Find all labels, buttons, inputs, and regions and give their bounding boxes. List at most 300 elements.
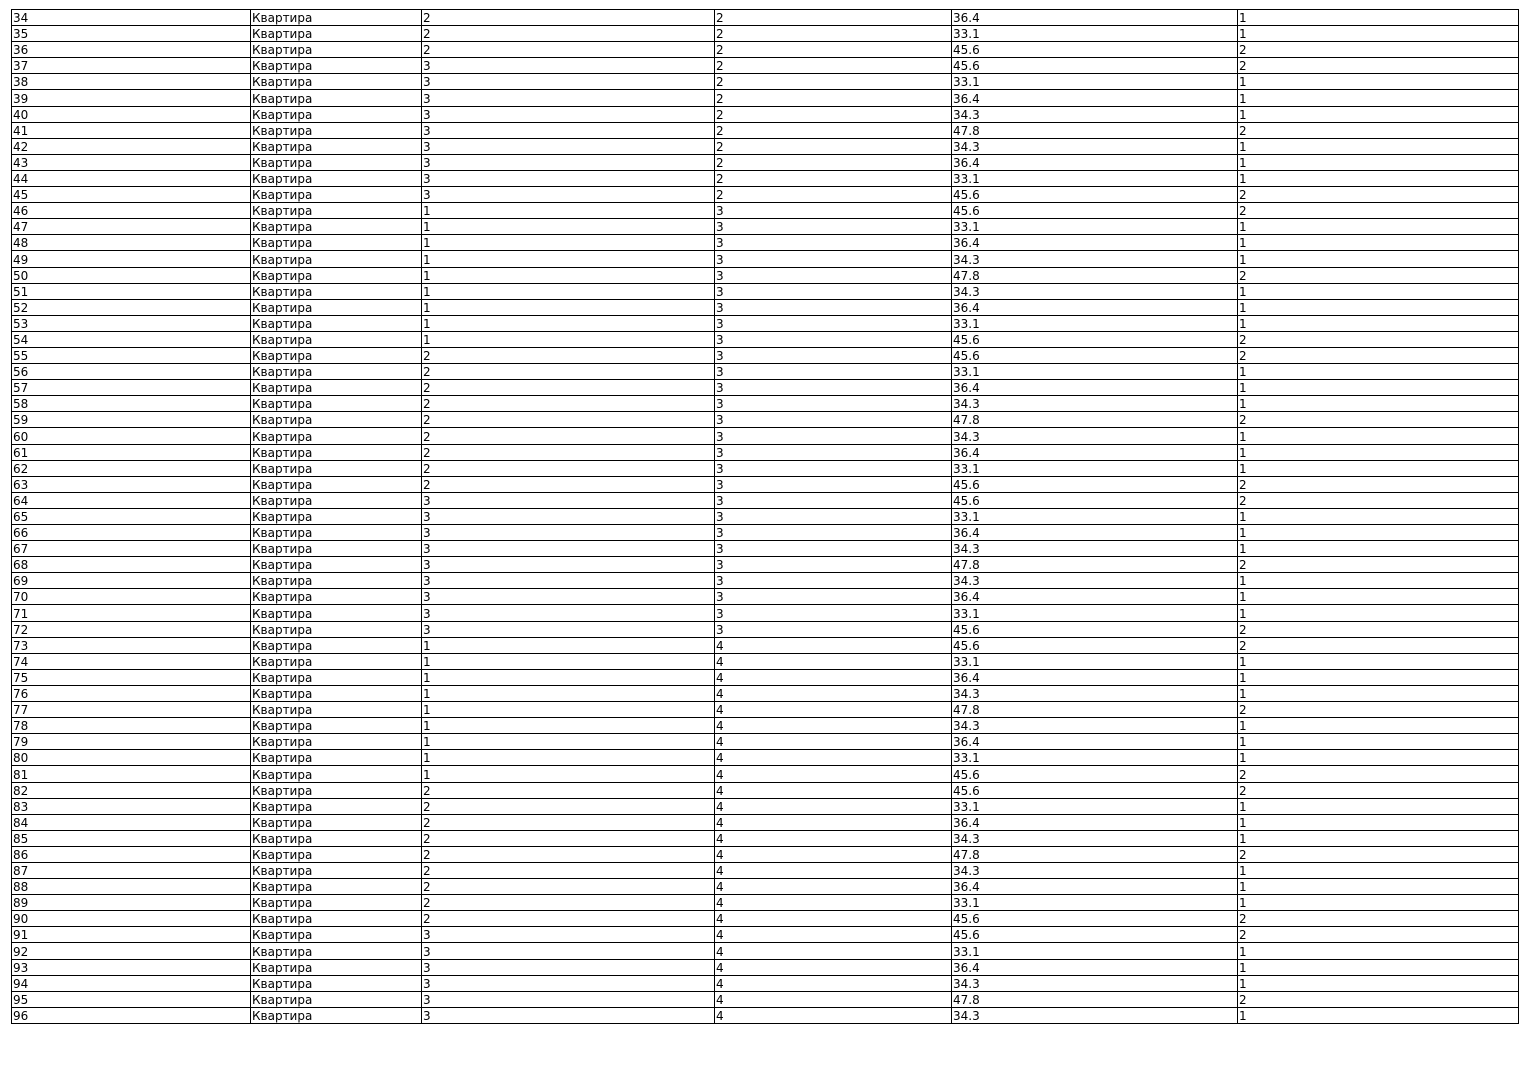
table-cell: Квартира	[251, 959, 422, 975]
table-cell: 4	[715, 814, 952, 830]
table-row	[12, 508, 1519, 524]
table-cell: 3	[715, 428, 952, 444]
table-cell: 1	[1238, 895, 1519, 911]
table-cell: 66	[12, 525, 251, 541]
table-cell: 1	[1238, 106, 1519, 122]
table-cell: 36.4	[952, 154, 1238, 170]
table-cell: 3	[715, 251, 952, 267]
table-cell: 33.1	[952, 364, 1238, 380]
table-cell: 34.3	[952, 138, 1238, 154]
table-cell: 36.4	[952, 90, 1238, 106]
table-cell: 1	[1238, 879, 1519, 895]
table-cell: 4	[715, 750, 952, 766]
table-cell: 1	[422, 235, 715, 251]
table-cell: 36	[12, 42, 251, 58]
table-cell: 40	[12, 106, 251, 122]
table-cell: 76	[12, 685, 251, 701]
table-row	[12, 573, 1519, 589]
table-cell: 1	[422, 750, 715, 766]
table-cell: 4	[715, 1007, 952, 1023]
table-row	[12, 782, 1519, 798]
table-cell: 1	[1238, 541, 1519, 557]
table-cell: 36.4	[952, 525, 1238, 541]
table-cell: 34.3	[952, 283, 1238, 299]
table-cell: 3	[715, 203, 952, 219]
table-cell: Квартира	[251, 203, 422, 219]
table-cell: 1	[1238, 460, 1519, 476]
table-cell: Квартира	[251, 927, 422, 943]
table-cell: 80	[12, 750, 251, 766]
table-cell: 34.3	[952, 975, 1238, 991]
table-row	[12, 991, 1519, 1007]
table-cell: 45	[12, 187, 251, 203]
table-cell: 2	[1238, 267, 1519, 283]
table-cell: 90	[12, 911, 251, 927]
table-row	[12, 476, 1519, 492]
table-cell: 2	[422, 862, 715, 878]
table-cell: 3	[422, 492, 715, 508]
table-row	[12, 879, 1519, 895]
table-cell: Квартира	[251, 364, 422, 380]
table-cell: 1	[1238, 862, 1519, 878]
table-cell: 2	[715, 138, 952, 154]
table-row	[12, 347, 1519, 363]
table-cell: 1	[1238, 718, 1519, 734]
table-row	[12, 331, 1519, 347]
table-cell: 1	[1238, 299, 1519, 315]
table-cell: 71	[12, 605, 251, 621]
table-cell: 34	[12, 10, 251, 26]
table-cell: 37	[12, 58, 251, 74]
table-cell: 52	[12, 299, 251, 315]
table-cell: 1	[1238, 10, 1519, 26]
table-cell: Квартира	[251, 750, 422, 766]
table-row	[12, 814, 1519, 830]
table-cell: 3	[422, 58, 715, 74]
table-cell: 45.6	[952, 766, 1238, 782]
table-cell: 33.1	[952, 74, 1238, 90]
table-cell: 96	[12, 1007, 251, 1023]
table-cell: 1	[422, 283, 715, 299]
table-cell: 33.1	[952, 219, 1238, 235]
table-cell: 33.1	[952, 798, 1238, 814]
table-cell: 1	[422, 315, 715, 331]
table-row	[12, 380, 1519, 396]
table-cell: 4	[715, 975, 952, 991]
table-cell: 3	[715, 476, 952, 492]
table-cell: 72	[12, 621, 251, 637]
table-cell: 47.8	[952, 702, 1238, 718]
table-cell: 33.1	[952, 26, 1238, 42]
table-cell: 45.6	[952, 42, 1238, 58]
table-cell: 47.8	[952, 991, 1238, 1007]
table-cell: Квартира	[251, 444, 422, 460]
table-cell: 33.1	[952, 605, 1238, 621]
table-cell: Квартира	[251, 589, 422, 605]
table-row	[12, 766, 1519, 782]
table-cell: 2	[1238, 476, 1519, 492]
table-cell: Квартира	[251, 58, 422, 74]
table-cell: 36.4	[952, 879, 1238, 895]
table-row	[12, 154, 1519, 170]
table-cell: 3	[422, 154, 715, 170]
table-cell: 3	[715, 315, 952, 331]
table-cell: 1	[1238, 653, 1519, 669]
table-cell: 34.3	[952, 718, 1238, 734]
table-row	[12, 74, 1519, 90]
table-cell: 34.3	[952, 251, 1238, 267]
table-row	[12, 203, 1519, 219]
table-cell: 4	[715, 734, 952, 750]
table-row	[12, 685, 1519, 701]
table-cell: 2	[422, 798, 715, 814]
table-cell: 47.8	[952, 846, 1238, 862]
table-row	[12, 122, 1519, 138]
table-row	[12, 525, 1519, 541]
table-cell: Квартира	[251, 315, 422, 331]
table-cell: 3	[715, 380, 952, 396]
table-cell: Квартира	[251, 331, 422, 347]
table-row	[12, 219, 1519, 235]
table-row	[12, 138, 1519, 154]
table-cell: 1	[1238, 396, 1519, 412]
table-cell: 47.8	[952, 122, 1238, 138]
table-cell: 4	[715, 959, 952, 975]
table-cell: 2	[422, 476, 715, 492]
table-cell: 4	[715, 766, 952, 782]
table-cell: 3	[715, 621, 952, 637]
table-row	[12, 702, 1519, 718]
table-row	[12, 106, 1519, 122]
table-cell: 3	[422, 74, 715, 90]
table-cell: 78	[12, 718, 251, 734]
table-cell: 3	[715, 331, 952, 347]
table-cell: 34.3	[952, 106, 1238, 122]
table-cell: Квартира	[251, 879, 422, 895]
table-cell: Квартира	[251, 396, 422, 412]
table-cell: Квартира	[251, 138, 422, 154]
table-cell: 3	[715, 508, 952, 524]
table-cell: Квартира	[251, 154, 422, 170]
table-cell: Квартира	[251, 122, 422, 138]
table-cell: 2	[1238, 991, 1519, 1007]
table-cell: 3	[715, 605, 952, 621]
table-cell: 2	[1238, 702, 1519, 718]
table-cell: 4	[715, 653, 952, 669]
table-row	[12, 605, 1519, 621]
table-cell: 2	[422, 364, 715, 380]
table-cell: Квартира	[251, 653, 422, 669]
table-cell: Квартира	[251, 669, 422, 685]
table-row	[12, 734, 1519, 750]
table-cell: 2	[1238, 412, 1519, 428]
table-cell: 65	[12, 508, 251, 524]
table-cell: 3	[422, 589, 715, 605]
table-cell: 1	[1238, 170, 1519, 186]
table-cell: 1	[1238, 943, 1519, 959]
table-cell: 49	[12, 251, 251, 267]
table-cell: 3	[422, 106, 715, 122]
table-cell: 36.4	[952, 589, 1238, 605]
table-cell: 93	[12, 959, 251, 975]
table-cell: 3	[422, 541, 715, 557]
table-cell: 2	[1238, 331, 1519, 347]
table-cell: 2	[1238, 203, 1519, 219]
table-cell: 36.4	[952, 734, 1238, 750]
table-cell: 3	[422, 959, 715, 975]
table-cell: 74	[12, 653, 251, 669]
table-cell: 3	[422, 927, 715, 943]
table-cell: 3	[422, 557, 715, 573]
table-cell: 33.1	[952, 895, 1238, 911]
table-cell: 33.1	[952, 315, 1238, 331]
table-row	[12, 959, 1519, 975]
table-cell: 1	[422, 734, 715, 750]
table-cell: 2	[715, 90, 952, 106]
table-cell: 38	[12, 74, 251, 90]
table-cell: 4	[715, 895, 952, 911]
table-cell: 77	[12, 702, 251, 718]
table-cell: 41	[12, 122, 251, 138]
table-cell: 1	[1238, 428, 1519, 444]
table-cell: 4	[715, 702, 952, 718]
table-row	[12, 460, 1519, 476]
table-cell: 59	[12, 412, 251, 428]
table-cell: Квартира	[251, 846, 422, 862]
table-cell: Квартира	[251, 299, 422, 315]
table-cell: 84	[12, 814, 251, 830]
table-cell: 4	[715, 830, 952, 846]
table-cell: 2	[715, 58, 952, 74]
table-cell: 4	[715, 862, 952, 878]
table-cell: 2	[1238, 557, 1519, 573]
table-row	[12, 315, 1519, 331]
table-row	[12, 1007, 1519, 1023]
table-cell: 4	[715, 911, 952, 927]
table-cell: 33.1	[952, 943, 1238, 959]
table-row	[12, 798, 1519, 814]
table-cell: 47.8	[952, 557, 1238, 573]
table-row	[12, 846, 1519, 862]
table-cell: 88	[12, 879, 251, 895]
table-cell: 91	[12, 927, 251, 943]
table-row	[12, 235, 1519, 251]
table-cell: 2	[422, 347, 715, 363]
table-cell: 34.3	[952, 396, 1238, 412]
table-cell: 1	[422, 718, 715, 734]
table-cell: 1	[1238, 283, 1519, 299]
table-row	[12, 364, 1519, 380]
table-cell: 2	[1238, 621, 1519, 637]
table-row	[12, 58, 1519, 74]
table-row	[12, 541, 1519, 557]
table-cell: 1	[1238, 589, 1519, 605]
table-row	[12, 90, 1519, 106]
table-cell: Квартира	[251, 508, 422, 524]
table-cell: 1	[1238, 959, 1519, 975]
table-row	[12, 26, 1519, 42]
table-cell: 3	[422, 605, 715, 621]
table-cell: 2	[1238, 187, 1519, 203]
table-cell: 44	[12, 170, 251, 186]
table-row	[12, 589, 1519, 605]
table-cell: 2	[715, 74, 952, 90]
table-cell: 4	[715, 879, 952, 895]
table-cell: 2	[715, 170, 952, 186]
table-cell: 35	[12, 26, 251, 42]
table-cell: 1	[1238, 1007, 1519, 1023]
table-row	[12, 862, 1519, 878]
table-cell: 58	[12, 396, 251, 412]
table-cell: 34.3	[952, 428, 1238, 444]
table-cell: Квартира	[251, 685, 422, 701]
table-cell: 1	[422, 203, 715, 219]
table-cell: 2	[715, 154, 952, 170]
table-cell: 33.1	[952, 508, 1238, 524]
table-cell: 1	[1238, 525, 1519, 541]
table-cell: Квартира	[251, 734, 422, 750]
table-row	[12, 927, 1519, 943]
table-cell: Квартира	[251, 525, 422, 541]
table-cell: 82	[12, 782, 251, 798]
table-cell: 85	[12, 830, 251, 846]
table-cell: 2	[422, 846, 715, 862]
table-cell: 2	[422, 396, 715, 412]
table-cell: 3	[422, 525, 715, 541]
table-cell: 2	[715, 106, 952, 122]
table-cell: 34.3	[952, 830, 1238, 846]
table-cell: Квартира	[251, 380, 422, 396]
table-cell: 2	[715, 26, 952, 42]
table-cell: 2	[1238, 122, 1519, 138]
table-cell: 2	[422, 10, 715, 26]
table-cell: 45.6	[952, 347, 1238, 363]
table-cell: 45.6	[952, 476, 1238, 492]
table-cell: 34.3	[952, 541, 1238, 557]
table-cell: 4	[715, 669, 952, 685]
table-cell: 3	[715, 492, 952, 508]
table-cell: 3	[422, 1007, 715, 1023]
table-cell: Квартира	[251, 766, 422, 782]
table-cell: Квартира	[251, 170, 422, 186]
table-cell: Квартира	[251, 798, 422, 814]
table-cell: 1	[1238, 138, 1519, 154]
table-cell: 70	[12, 589, 251, 605]
table-cell: 1	[422, 251, 715, 267]
table-cell: 46	[12, 203, 251, 219]
table-cell: 2	[422, 412, 715, 428]
table-row	[12, 10, 1519, 26]
table-cell: Квартира	[251, 718, 422, 734]
table-cell: 3	[422, 138, 715, 154]
table-cell: 3	[422, 573, 715, 589]
table-cell: 1	[1238, 734, 1519, 750]
table-cell: Квартира	[251, 541, 422, 557]
table-cell: 1	[422, 637, 715, 653]
table-cell: 2	[1238, 927, 1519, 943]
table-cell: Квартира	[251, 106, 422, 122]
table-cell: 3	[422, 991, 715, 1007]
table-cell: 3	[422, 170, 715, 186]
table-row	[12, 637, 1519, 653]
table-cell: 4	[715, 991, 952, 1007]
table-cell: 4	[715, 846, 952, 862]
table-cell: 1	[1238, 814, 1519, 830]
table-cell: 2	[1238, 782, 1519, 798]
table-cell: 1	[1238, 444, 1519, 460]
table-cell: 47.8	[952, 412, 1238, 428]
table-row	[12, 943, 1519, 959]
table-cell: 3	[715, 267, 952, 283]
table-cell: 51	[12, 283, 251, 299]
table-cell: 3	[422, 943, 715, 959]
table-cell: 33.1	[952, 653, 1238, 669]
table-cell: 67	[12, 541, 251, 557]
table-cell: 61	[12, 444, 251, 460]
table-row	[12, 718, 1519, 734]
table-row	[12, 653, 1519, 669]
table-cell: 2	[715, 42, 952, 58]
table-cell: 56	[12, 364, 251, 380]
table-cell: 54	[12, 331, 251, 347]
table-cell: 1	[1238, 235, 1519, 251]
table-cell: Квартира	[251, 782, 422, 798]
table-cell: Квартира	[251, 219, 422, 235]
table-cell: 3	[422, 187, 715, 203]
table-cell: Квартира	[251, 911, 422, 927]
table-cell: 1	[1238, 364, 1519, 380]
table-cell: 2	[1238, 637, 1519, 653]
table-cell: 45.6	[952, 637, 1238, 653]
table-cell: Квартира	[251, 1007, 422, 1023]
table-cell: 1	[1238, 508, 1519, 524]
table-cell: 1	[1238, 380, 1519, 396]
table-cell: Квартира	[251, 42, 422, 58]
table-cell: 3	[715, 589, 952, 605]
table-cell: 36.4	[952, 814, 1238, 830]
table-cell: 34.3	[952, 573, 1238, 589]
table-cell: 2	[422, 460, 715, 476]
table-cell: 45.6	[952, 187, 1238, 203]
table-cell: Квартира	[251, 476, 422, 492]
table-cell: 45.6	[952, 911, 1238, 927]
table-cell: 60	[12, 428, 251, 444]
table-row	[12, 412, 1519, 428]
data-table	[11, 9, 1519, 1024]
table-cell: 1	[1238, 154, 1519, 170]
table-cell: 1	[1238, 975, 1519, 991]
table-cell: Квартира	[251, 283, 422, 299]
table-cell: 1	[422, 331, 715, 347]
table-cell: Квартира	[251, 26, 422, 42]
table-cell: 3	[715, 573, 952, 589]
table-cell: 3	[422, 621, 715, 637]
table-row	[12, 444, 1519, 460]
table-cell: 57	[12, 380, 251, 396]
table-cell: 47.8	[952, 267, 1238, 283]
table-cell: Квартира	[251, 428, 422, 444]
table-cell: 33.1	[952, 750, 1238, 766]
table-cell: 1	[422, 702, 715, 718]
table-cell: 33.1	[952, 460, 1238, 476]
table-cell: 68	[12, 557, 251, 573]
table-cell: 63	[12, 476, 251, 492]
table-cell: 2	[1238, 766, 1519, 782]
table-cell: 34.3	[952, 862, 1238, 878]
table-cell: 1	[422, 669, 715, 685]
table-cell: 1	[1238, 798, 1519, 814]
table-cell: 1	[422, 267, 715, 283]
